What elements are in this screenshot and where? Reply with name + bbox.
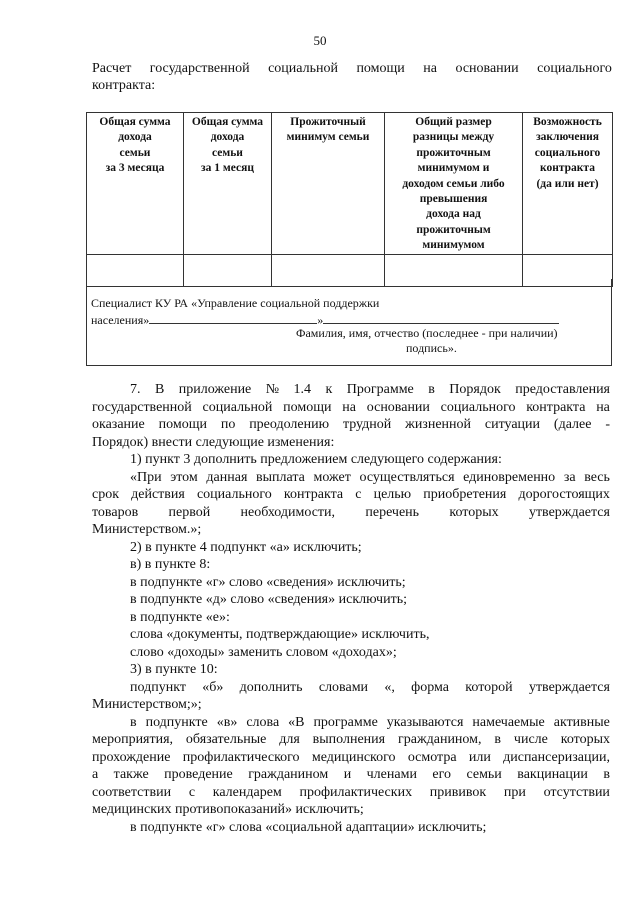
text-line: слова «документы, подтверждающие» исключить, <box>130 627 430 642</box>
text-line: в) в пункте 8: <box>130 557 211 572</box>
text-line: оказание помощи по преодолению трудной жизненной ситуации (далее - <box>92 417 610 432</box>
heading-line-1: Расчет государственной социальной помощи на основании социального <box>92 61 612 76</box>
text-line: а также проведение гражданином и членами его семьи вакцинации в <box>92 767 610 782</box>
text-line: срок действия социального контракта с целью приобретения дорогостоящих <box>92 487 610 502</box>
text-line: подпункт «б» дополнить словами «, форма которой утверждается <box>130 679 610 695</box>
text-line: 7. В приложение № 1.4 к Программе в Порядок предоставления <box>130 382 610 397</box>
text-line: в подпункте «г» слово «сведения» исключить; <box>130 574 406 590</box>
text-line: Порядок) внести следующие изменения: <box>92 434 335 450</box>
text-line: государственной социальной помощи на основании социального контракта на <box>92 399 610 415</box>
text-line: слово «доходы» заменить словом «доходах»; <box>130 644 397 660</box>
col-header-3-month-income: Общая сумма дохода семьи за 3 месяца <box>87 113 184 255</box>
text-line: Министерством.»; <box>92 522 202 537</box>
heading-line-2: контракта: <box>92 78 156 93</box>
table-header-row <box>87 113 613 255</box>
text-line: 3) в пункте 10: <box>130 662 218 677</box>
page-number: 50 <box>313 33 327 48</box>
text-line: в подпункте «в» слова «В программе указываются намечаемые активные <box>130 714 610 730</box>
text-line: в подпункте «г» слова «социальной адаптации» исключить; <box>130 819 487 835</box>
text-line: 1) пункт 3 дополнить предложением следующего содержания: <box>130 452 502 467</box>
signature-underline <box>323 311 559 324</box>
specialist-label: Специалист КУ РА «Управление социальной поддержки <box>91 296 380 310</box>
text-line: «При этом данная выплата может осуществляться единовременно за весь <box>130 469 610 485</box>
text-line: Министерством;»; <box>92 697 202 712</box>
text-line: мероприятия, обязательные для выполнения гражданином, в числе которых <box>92 732 610 747</box>
specialist-name-line: населения» » <box>91 311 559 328</box>
col-header-difference: Общий размер разницы между прожиточным минимумом и доходом семьи либо превышения дохода над прожиточным минимумом <box>385 113 523 255</box>
text-line: прохождение профилактического медицинского осмотра или диспансеризации, <box>92 749 610 765</box>
text-line: медицинских противопоказаний» исключить; <box>92 802 364 817</box>
section-heading <box>92 60 612 94</box>
fio-caption: Фамилия, имя, отчество (последнее - при наличии) <box>296 326 558 340</box>
text-line: в подпункте «е»: <box>130 609 230 625</box>
col-header-1-month-income: Общая сумма дохода семьи за 1 месяц <box>184 113 272 255</box>
text-line: в подпункте «д» слово «сведения» исключить; <box>130 592 407 607</box>
text-line: товаров первой необходимости, перечень которых утверждается <box>92 504 610 520</box>
text-line: соответствии с календарем профилактических прививок при отсутствии <box>92 784 610 800</box>
amendments-text <box>92 381 610 836</box>
text-line: 2) в пункте 4 подпункт «а» исключить; <box>130 539 362 555</box>
signature-box <box>86 279 612 366</box>
calculation-table <box>86 112 613 287</box>
name-underline <box>149 311 317 324</box>
col-header-contract-possibility: Возможность заключения социального контракта (да или нет) <box>523 113 613 255</box>
col-header-subsistence-minimum: Прожиточный минимум семьи <box>272 113 385 255</box>
signature-caption: подпись». <box>406 341 457 355</box>
